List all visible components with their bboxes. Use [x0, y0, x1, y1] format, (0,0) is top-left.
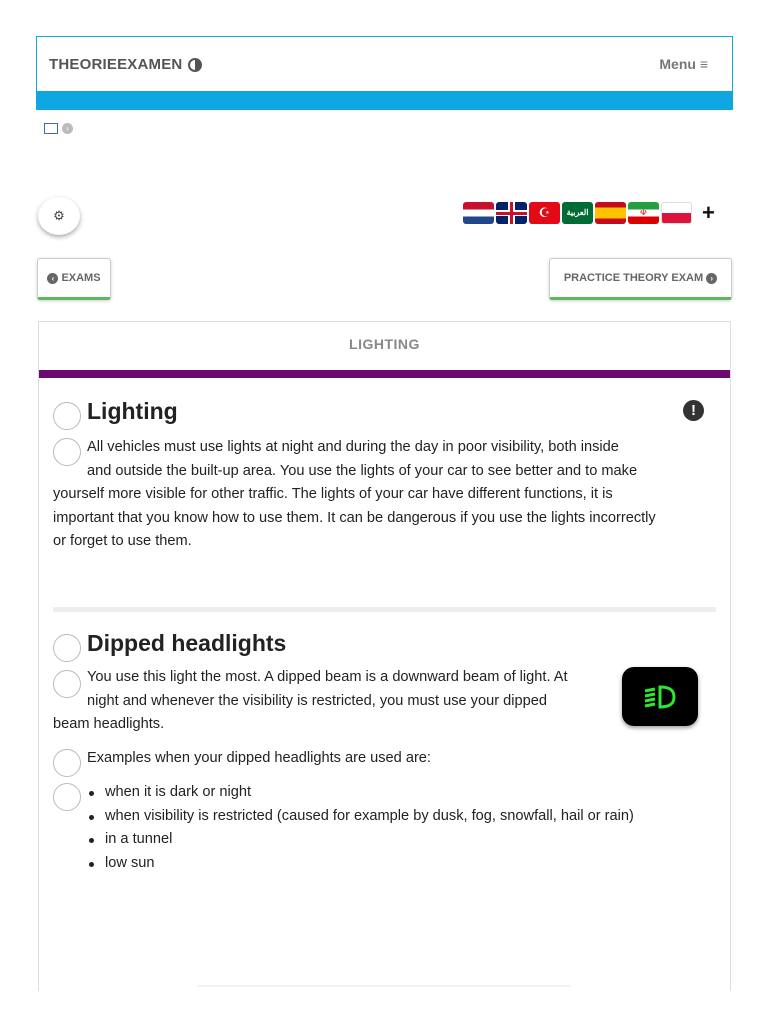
brand-logo[interactable]: [49, 56, 202, 73]
exams-back-button[interactable]: [37, 258, 111, 300]
top-navbar: [36, 36, 733, 91]
spain-flag[interactable]: [595, 202, 626, 224]
paragraph-line: All vehicles must use lights at night and during the day in poor visibility, both inside: [87, 439, 619, 455]
card-title: LIGHTING: [349, 336, 420, 352]
list-item: when it is dark or night: [87, 781, 634, 805]
bottom-divider: [198, 985, 570, 987]
paragraph-line: You use this light the most. A dipped beam is a downward beam of light. At: [87, 669, 568, 685]
arabic-flag-label: العربية: [566, 208, 589, 217]
brand-title: THEORIEEXAMEN: [49, 56, 183, 73]
breadcrumb: [44, 123, 73, 134]
alert-icon[interactable]: !: [683, 400, 704, 421]
section-divider: [53, 607, 716, 612]
lesson-card: [38, 321, 731, 991]
paragraph-line: beam headlights.: [53, 716, 165, 732]
settings-button[interactable]: [38, 197, 80, 235]
language-selector: [463, 202, 715, 224]
paragraph-line: night and whenever the visibility is restricted, you must use your dipped: [87, 692, 547, 709]
section-heading: Dipped headlights: [87, 630, 287, 656]
list-item: when visibility is restricted (caused for example by dusk, fog, snowfall, hail or rain): [87, 805, 634, 829]
section-heading: Lighting: [87, 398, 178, 424]
uk-flag[interactable]: [496, 202, 527, 224]
chevron-left-icon: ‹: [47, 273, 58, 284]
turkey-flag[interactable]: [529, 202, 560, 224]
gear-icon: ⚙: [53, 208, 65, 223]
book-icon[interactable]: [44, 123, 58, 134]
practice-exam-button[interactable]: [549, 258, 732, 300]
section-paragraph: [53, 436, 723, 554]
list-item: in a tunnel: [87, 828, 634, 852]
exams-back-label: EXAMS: [61, 272, 101, 284]
menu-button[interactable]: [659, 56, 708, 72]
menu-label: Menu ≡: [659, 56, 708, 72]
arabic-flag[interactable]: [562, 202, 593, 224]
paragraph-line: and outside the built-up area. You use the lights of your car to see better and to make: [87, 462, 638, 479]
netherlands-flag[interactable]: [463, 202, 494, 224]
section-paragraph: [53, 666, 613, 737]
practice-exam-label: PRACTICE THEORY EXAM: [563, 272, 704, 284]
examples-list: [87, 781, 634, 875]
examples-intro: Examples when your dipped headlights are used are:: [87, 750, 431, 766]
section-checkbox[interactable]: [53, 402, 81, 430]
plus-icon[interactable]: +: [702, 200, 715, 225]
turkey-flag-emblem: ☪: [538, 205, 551, 220]
paragraph-line: yourself more visible for other traffic. The lights of your car have different functions, it is: [53, 486, 613, 502]
paragraph-line: or forget to use them.: [53, 533, 192, 549]
contrast-icon: [188, 58, 202, 72]
iran-flag[interactable]: ☫: [628, 202, 659, 224]
section-checkbox[interactable]: [53, 634, 81, 662]
list-checkbox[interactable]: [53, 783, 81, 811]
chevron-right-icon: ›: [706, 273, 717, 284]
dipped-headlight-icon: [622, 667, 698, 726]
accent-strip: [36, 91, 733, 110]
paragraph-line: important that you know how to use them. It can be dangerous if you use the lights incorrectly: [53, 509, 656, 526]
chevron-right-icon: ›: [62, 123, 73, 134]
card-divider-bar: [39, 370, 730, 378]
list-item: low sun: [87, 852, 634, 876]
paragraph-checkbox[interactable]: [53, 749, 81, 777]
poland-flag[interactable]: [661, 202, 692, 224]
